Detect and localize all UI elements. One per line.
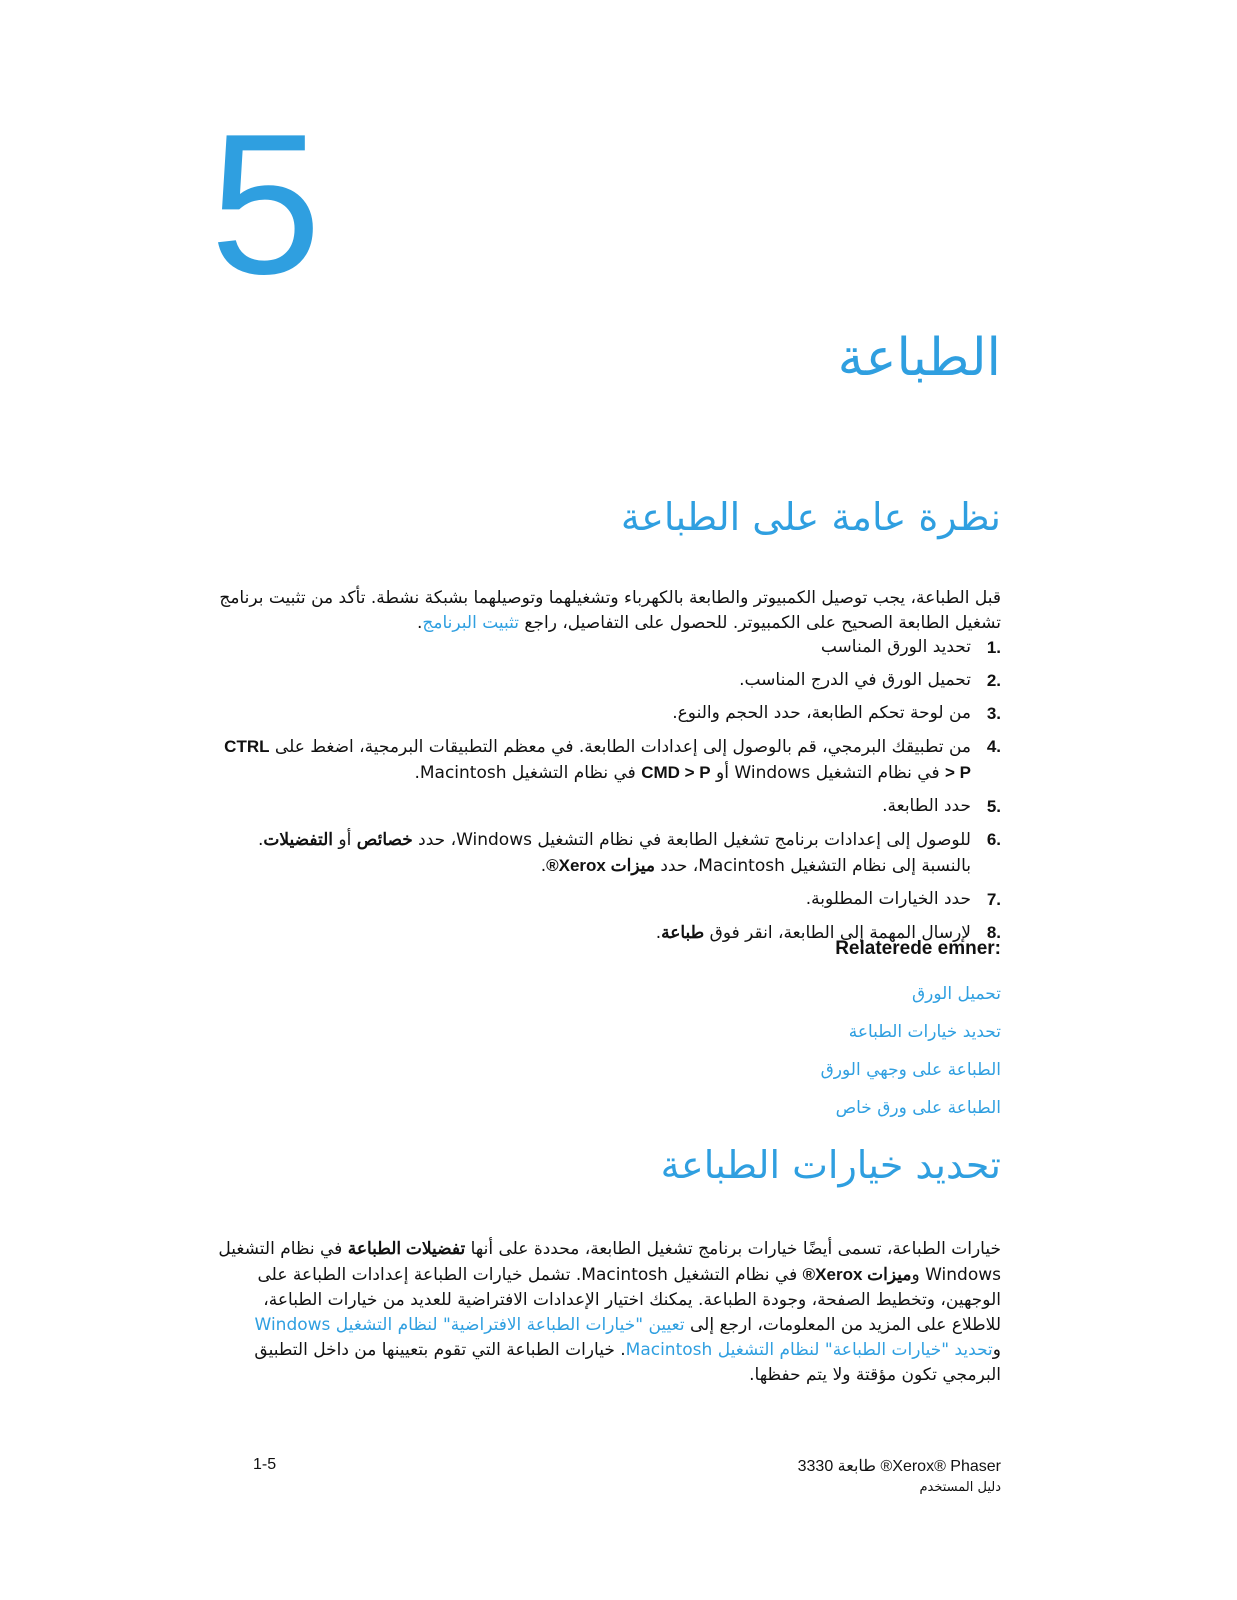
related-topics-heading: Relaterede emner: bbox=[835, 938, 1001, 959]
footer-guide: دليل المستخدم bbox=[919, 1480, 1001, 1495]
intro-paragraph bbox=[211, 586, 1001, 636]
windows-defaults-link[interactable]: تعيين "خيارات الطباعة الافتراضية" لنظام التشغيل Windows bbox=[254, 1315, 685, 1335]
print-options-paragraph bbox=[211, 1236, 1001, 1388]
macintosh-options-link[interactable]: تحديد "خيارات الطباعة" لنظام التشغيل Macintosh bbox=[625, 1340, 993, 1360]
step-text: تحديد الورق المناسب bbox=[820, 637, 971, 657]
list-item bbox=[211, 635, 1001, 660]
step-bold: ميزات Xerox® bbox=[546, 856, 655, 875]
step-text: تحميل الورق في الدرج المناسب. bbox=[739, 670, 971, 690]
section-title-print-options: تحديد خيارات الطباعة bbox=[660, 1143, 1001, 1187]
list-item bbox=[211, 668, 1001, 693]
step-text: . bbox=[540, 856, 547, 876]
step-text: . بالنسبة إلى نظام التشغيل Macintosh، حدد bbox=[257, 830, 971, 876]
chapter-title: الطباعة bbox=[837, 328, 1001, 388]
body-text: في نظام التشغيل Macintosh. تشمل خيارات الطباعة إعدادات الطباعة على الوجهين، وتخطيط الصفحة، وجودة الطباعة. يمكنك اختيار الإعدادات الافتراضية للعديد من خيارات الطباعة، للاطلاع على المزيد من المعلومات، ارجع إلى bbox=[257, 1265, 1001, 1335]
step-text: للوصول إلى إعدادات برنامج تشغيل الطابعة في نظام التشغيل Windows، حدد bbox=[412, 830, 971, 850]
step-number: 5. bbox=[986, 797, 1001, 816]
step-text: حدد الخيارات المطلوبة. bbox=[805, 889, 971, 909]
chapter-number: 5 bbox=[210, 93, 322, 316]
list-item bbox=[211, 734, 1001, 786]
step-text: من تطبيقك البرمجي، قم بالوصول إلى إعدادات الطابعة. في معظم التطبيقات البرمجية، اضغط على bbox=[269, 737, 971, 757]
body-bold: تفضيلات الطباعة bbox=[347, 1239, 466, 1258]
list-item bbox=[211, 827, 1001, 879]
body-text: في نظام التشغيل Windows و bbox=[218, 1239, 1001, 1285]
step-text: حدد الطابعة. bbox=[882, 796, 971, 816]
footer-product-info bbox=[798, 1456, 1001, 1495]
list-item bbox=[211, 887, 1001, 912]
related-link-load-paper[interactable]: تحميل الورق bbox=[911, 984, 1001, 1004]
related-topics-list bbox=[821, 975, 1001, 1127]
step-text: أو bbox=[333, 830, 357, 850]
step-text: من لوحة تحكم الطابعة، حدد الحجم والنوع. bbox=[672, 703, 971, 723]
footer-product: Xerox® Phaser® طابعة 3330 bbox=[797, 1458, 1001, 1475]
intro-end: . bbox=[416, 613, 423, 633]
related-link-special-paper[interactable]: الطباعة على ورق خاص bbox=[835, 1098, 1001, 1118]
body-text: . خيارات الطباعة التي تقوم بتعيينها من داخل التطبيق البرمجي تكون مؤقتة ولا يتم حفظها. bbox=[254, 1340, 1001, 1385]
step-number: 3. bbox=[986, 704, 1001, 723]
step-number: 8. bbox=[986, 923, 1001, 942]
step-number: 6. bbox=[986, 830, 1001, 849]
step-text: لإرسال المهمة إلى الطابعة، انقر فوق bbox=[704, 923, 971, 943]
step-bold: خصائص bbox=[356, 830, 413, 849]
body-text: و bbox=[992, 1340, 1001, 1360]
related-link-print-options[interactable]: تحديد خيارات الطباعة bbox=[848, 1022, 1001, 1042]
list-item bbox=[211, 794, 1001, 819]
list-item bbox=[211, 701, 1001, 726]
step-number: 2. bbox=[986, 671, 1001, 690]
intro-text: قبل الطباعة، يجب توصيل الكمبيوتر والطابعة بالكهرباء وتشغيلهما وتوصيلهما بشبكة نشطة. تأكد من تثبيت برنامج تشغيل الطابعة الصحيح على الكمبيوتر. للحصول على التفاصيل، راجع bbox=[219, 588, 1001, 633]
step-text: . bbox=[655, 923, 662, 943]
body-text: خيارات الطباعة، تسمى أيضًا خيارات برنامج تشغيل الطابعة، محددة على أنها bbox=[465, 1239, 1001, 1259]
install-software-link[interactable]: تثبيت البرنامج bbox=[422, 613, 520, 633]
step-text: في نظام التشغيل Windows أو bbox=[710, 763, 945, 783]
step-bold: CTRL > P bbox=[224, 737, 971, 782]
step-bold: طباعة bbox=[661, 923, 705, 942]
related-link-two-sided[interactable]: الطباعة على وجهي الورق bbox=[820, 1060, 1001, 1080]
step-text: في نظام التشغيل Macintosh. bbox=[414, 763, 642, 783]
step-number: 4. bbox=[986, 737, 1001, 756]
section-title-overview: نظرة عامة على الطباعة bbox=[620, 495, 1001, 539]
step-number: 1. bbox=[986, 638, 1001, 657]
step-bold: التفضيلات bbox=[263, 830, 334, 849]
body-bold: ميزات Xerox® bbox=[802, 1265, 912, 1284]
step-bold: CMD > P bbox=[641, 763, 711, 782]
steps-list bbox=[211, 635, 1001, 954]
footer-page-number: 1-5 bbox=[253, 1456, 277, 1473]
step-number: 7. bbox=[986, 890, 1001, 909]
